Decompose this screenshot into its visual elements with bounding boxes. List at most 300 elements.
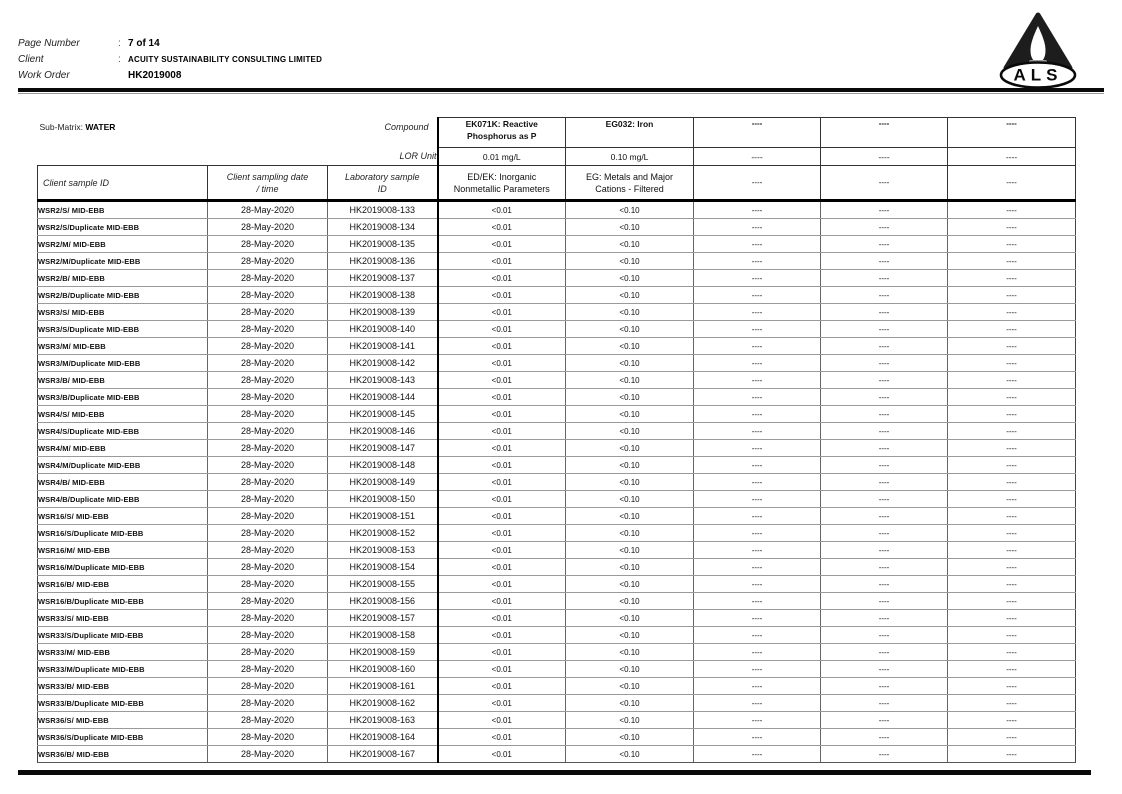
client-value: ACUITY SUSTAINABILITY CONSULTING LIMITED: [128, 55, 323, 64]
result-value: ----: [694, 389, 821, 406]
footer-rule: [18, 770, 1091, 775]
result-value: ----: [694, 270, 821, 287]
result-value: ----: [821, 423, 948, 440]
result-value: <0.10: [566, 508, 694, 525]
result-value: <0.01: [438, 236, 566, 253]
result-value: ----: [694, 695, 821, 712]
result-value: ----: [821, 201, 948, 219]
result-value: <0.10: [566, 644, 694, 661]
result-value: <0.10: [566, 236, 694, 253]
table-row: [38, 542, 1076, 559]
lab-sample-id: HK2019008-140: [328, 321, 438, 338]
table-row: [38, 287, 1076, 304]
lab-sample-id: HK2019008-145: [328, 406, 438, 423]
result-value: <0.01: [438, 253, 566, 270]
table-row: [38, 219, 1076, 236]
lab-sample-id: HK2019008-160: [328, 661, 438, 678]
result-value: <0.01: [438, 355, 566, 372]
result-value: ----: [821, 678, 948, 695]
result-value: <0.10: [566, 423, 694, 440]
client-sample-id: WSR3/M/Duplicate MID-EBB: [38, 355, 208, 372]
sampling-date: 28-May-2020: [208, 525, 328, 542]
result-value: ----: [948, 746, 1076, 763]
result-value: ----: [948, 219, 1076, 236]
table-row: [38, 457, 1076, 474]
sampling-date: 28-May-2020: [208, 542, 328, 559]
lab-sample-id: HK2019008-135: [328, 236, 438, 253]
result-value: ----: [821, 372, 948, 389]
lab-sample-id: HK2019008-154: [328, 559, 438, 576]
lab-sample-id: HK2019008-141: [328, 338, 438, 355]
result-value: ----: [821, 338, 948, 355]
sampling-date: 28-May-2020: [208, 729, 328, 746]
table-row: [38, 253, 1076, 270]
compound-label: Compound: [384, 121, 429, 132]
header-rule: [18, 88, 1104, 92]
analyte-header-blank-2: ----: [821, 118, 948, 148]
table-row: [38, 576, 1076, 593]
client-sample-id: WSR3/S/Duplicate MID-EBB: [38, 321, 208, 338]
result-value: <0.10: [566, 542, 694, 559]
result-value: ----: [948, 457, 1076, 474]
lab-sample-id: HK2019008-159: [328, 644, 438, 661]
sampling-date: 28-May-2020: [208, 304, 328, 321]
result-value: ----: [694, 508, 821, 525]
page-number-label: Page Number: [18, 38, 80, 49]
client-sample-id: WSR4/M/ MID-EBB: [38, 440, 208, 457]
result-value: ----: [948, 525, 1076, 542]
result-value: <0.01: [438, 525, 566, 542]
result-value: ----: [948, 627, 1076, 644]
result-value: ----: [821, 236, 948, 253]
table-row: [38, 474, 1076, 491]
table-row: [38, 525, 1076, 542]
result-value: <0.01: [438, 610, 566, 627]
result-value: <0.10: [566, 729, 694, 746]
lor-phosphorus: 0.01 mg/L: [438, 148, 566, 166]
result-value: <0.01: [438, 321, 566, 338]
table-row: [38, 491, 1076, 508]
lor-unit-label: LOR Unit: [399, 151, 437, 162]
result-value: ----: [948, 542, 1076, 559]
result-value: ----: [694, 321, 821, 338]
lab-sample-id: HK2019008-133: [328, 201, 438, 219]
sampling-date: 28-May-2020: [208, 610, 328, 627]
table-row: [38, 644, 1076, 661]
result-value: <0.10: [566, 695, 694, 712]
result-value: <0.10: [566, 304, 694, 321]
table-row: [38, 712, 1076, 729]
result-value: <0.01: [438, 372, 566, 389]
result-value: ----: [948, 304, 1076, 321]
result-value: ----: [948, 593, 1076, 610]
lab-sample-id: HK2019008-136: [328, 253, 438, 270]
table-row: [38, 321, 1076, 338]
lab-sample-id: HK2019008-156: [328, 593, 438, 610]
result-value: <0.10: [566, 559, 694, 576]
table-row: [38, 746, 1076, 763]
result-value: <0.10: [566, 610, 694, 627]
col-header-sampling-date: Client sampling date / time: [208, 166, 328, 201]
result-value: ----: [694, 576, 821, 593]
client-sample-id: WSR4/B/Duplicate MID-EBB: [38, 491, 208, 508]
result-value: ----: [694, 219, 821, 236]
result-value: <0.01: [438, 644, 566, 661]
result-value: ----: [948, 474, 1076, 491]
result-value: ----: [694, 304, 821, 321]
result-value: ----: [821, 440, 948, 457]
document-header: [18, 38, 322, 86]
client-sample-id: WSR16/M/Duplicate MID-EBB: [38, 559, 208, 576]
result-value: <0.01: [438, 695, 566, 712]
result-value: <0.01: [438, 440, 566, 457]
table-row: [38, 304, 1076, 321]
method-blank-2: ----: [821, 166, 948, 201]
colon: :: [118, 38, 121, 49]
sampling-date: 28-May-2020: [208, 457, 328, 474]
result-value: ----: [948, 678, 1076, 695]
result-value: ----: [821, 746, 948, 763]
table-row: [38, 678, 1076, 695]
sub-matrix: [40, 122, 116, 132]
result-value: <0.01: [438, 406, 566, 423]
client-sample-id: WSR36/S/ MID-EBB: [38, 712, 208, 729]
result-value: ----: [948, 508, 1076, 525]
sampling-date: 28-May-2020: [208, 593, 328, 610]
result-value: <0.01: [438, 270, 566, 287]
result-value: <0.10: [566, 678, 694, 695]
result-value: ----: [694, 253, 821, 270]
result-value: ----: [694, 491, 821, 508]
lor-blank-2: ----: [821, 148, 948, 166]
result-value: ----: [821, 457, 948, 474]
result-value: <0.10: [566, 287, 694, 304]
result-value: ----: [821, 389, 948, 406]
client-sample-id: WSR33/B/Duplicate MID-EBB: [38, 695, 208, 712]
lab-sample-id: HK2019008-152: [328, 525, 438, 542]
colon: :: [118, 54, 121, 65]
result-value: <0.01: [438, 542, 566, 559]
result-value: ----: [821, 542, 948, 559]
logo-text: ALS: [1013, 65, 1063, 85]
result-value: <0.01: [438, 661, 566, 678]
lab-sample-id: HK2019008-164: [328, 729, 438, 746]
sampling-date: 28-May-2020: [208, 746, 328, 763]
result-value: ----: [948, 201, 1076, 219]
result-value: <0.01: [438, 287, 566, 304]
lor-iron: 0.10 mg/L: [566, 148, 694, 166]
table-row: [38, 201, 1076, 219]
result-value: ----: [694, 542, 821, 559]
lor-unit-row: [38, 148, 1076, 166]
result-value: ----: [694, 474, 821, 491]
column-header-row: [38, 166, 1076, 201]
table-row: [38, 610, 1076, 627]
result-value: <0.10: [566, 372, 694, 389]
lab-sample-id: HK2019008-144: [328, 389, 438, 406]
result-value: ----: [948, 729, 1076, 746]
result-value: ----: [694, 661, 821, 678]
results-table: [37, 117, 1076, 763]
sampling-date: 28-May-2020: [208, 678, 328, 695]
client-sample-id: WSR2/M/ MID-EBB: [38, 236, 208, 253]
als-logo: [996, 10, 1080, 88]
result-value: <0.01: [438, 559, 566, 576]
client-label: Client: [18, 54, 44, 65]
result-value: ----: [948, 661, 1076, 678]
client-sample-id: WSR4/S/Duplicate MID-EBB: [38, 423, 208, 440]
lab-sample-id: HK2019008-147: [328, 440, 438, 457]
result-value: ----: [821, 712, 948, 729]
work-order-row: [18, 70, 322, 86]
result-value: ----: [694, 644, 821, 661]
result-value: ----: [948, 355, 1076, 372]
result-value: <0.10: [566, 406, 694, 423]
method-blank-3: ----: [948, 166, 1076, 201]
client-sample-id: WSR2/S/Duplicate MID-EBB: [38, 219, 208, 236]
table-row: [38, 627, 1076, 644]
result-value: <0.01: [438, 338, 566, 355]
sub-matrix-value: WATER: [85, 121, 116, 132]
table-row: [38, 559, 1076, 576]
sampling-date: 28-May-2020: [208, 219, 328, 236]
result-value: ----: [948, 389, 1076, 406]
result-value: <0.01: [438, 508, 566, 525]
result-value: <0.10: [566, 746, 694, 763]
table-row: [38, 729, 1076, 746]
lab-sample-id: HK2019008-143: [328, 372, 438, 389]
result-value: ----: [948, 338, 1076, 355]
lab-sample-id: HK2019008-137: [328, 270, 438, 287]
result-value: ----: [948, 406, 1076, 423]
result-value: <0.01: [438, 219, 566, 236]
lab-sample-id: HK2019008-153: [328, 542, 438, 559]
result-value: <0.01: [438, 746, 566, 763]
lab-sample-id: HK2019008-157: [328, 610, 438, 627]
table-row: [38, 695, 1076, 712]
result-value: <0.01: [438, 593, 566, 610]
result-value: <0.10: [566, 525, 694, 542]
als-logo-graphic: [996, 10, 1080, 88]
result-value: <0.01: [438, 627, 566, 644]
table-row: [38, 338, 1076, 355]
table-row: [38, 440, 1076, 457]
result-value: <0.10: [566, 576, 694, 593]
result-value: <0.01: [438, 576, 566, 593]
table-row: [38, 270, 1076, 287]
result-value: ----: [821, 508, 948, 525]
client-sample-id: WSR16/M/ MID-EBB: [38, 542, 208, 559]
page-number-value: 7 of 14: [128, 38, 160, 49]
result-value: <0.10: [566, 712, 694, 729]
result-value: <0.10: [566, 474, 694, 491]
client-sample-id: WSR33/M/ MID-EBB: [38, 644, 208, 661]
sampling-date: 28-May-2020: [208, 474, 328, 491]
sampling-date: 28-May-2020: [208, 627, 328, 644]
page-number-row: [18, 38, 322, 54]
client-sample-id: WSR4/B/ MID-EBB: [38, 474, 208, 491]
result-value: ----: [948, 287, 1076, 304]
result-value: <0.10: [566, 389, 694, 406]
table-row: [38, 355, 1076, 372]
result-value: <0.10: [566, 627, 694, 644]
table-row: [38, 423, 1076, 440]
result-value: <0.01: [438, 474, 566, 491]
result-value: ----: [948, 712, 1076, 729]
client-sample-id: WSR2/M/Duplicate MID-EBB: [38, 253, 208, 270]
result-value: ----: [694, 746, 821, 763]
result-value: ----: [694, 525, 821, 542]
client-sample-id: WSR3/B/ MID-EBB: [38, 372, 208, 389]
analyte-header-blank-3: ----: [948, 118, 1076, 148]
sampling-date: 28-May-2020: [208, 355, 328, 372]
lab-sample-id: HK2019008-155: [328, 576, 438, 593]
result-value: <0.01: [438, 729, 566, 746]
result-value: ----: [821, 644, 948, 661]
result-value: ----: [821, 355, 948, 372]
result-value: ----: [948, 270, 1076, 287]
sampling-date: 28-May-2020: [208, 508, 328, 525]
sampling-date: 28-May-2020: [208, 695, 328, 712]
lab-sample-id: HK2019008-148: [328, 457, 438, 474]
result-value: <0.10: [566, 201, 694, 219]
result-value: ----: [821, 270, 948, 287]
result-value: ----: [694, 440, 821, 457]
result-value: ----: [821, 729, 948, 746]
lab-sample-id: HK2019008-149: [328, 474, 438, 491]
lab-sample-id: HK2019008-139: [328, 304, 438, 321]
result-value: ----: [948, 253, 1076, 270]
result-value: ----: [694, 236, 821, 253]
sampling-date: 28-May-2020: [208, 491, 328, 508]
result-value: ----: [821, 406, 948, 423]
result-value: ----: [821, 304, 948, 321]
result-value: ----: [821, 474, 948, 491]
result-value: ----: [948, 491, 1076, 508]
method-iron: EG: Metals and Major Cations - Filtered: [566, 166, 694, 201]
result-value: ----: [821, 253, 948, 270]
table-row: [38, 661, 1076, 678]
sampling-date: 28-May-2020: [208, 559, 328, 576]
result-value: ----: [821, 661, 948, 678]
client-sample-id: WSR3/B/Duplicate MID-EBB: [38, 389, 208, 406]
result-value: ----: [821, 695, 948, 712]
sampling-date: 28-May-2020: [208, 576, 328, 593]
result-value: <0.01: [438, 678, 566, 695]
client-row: [18, 54, 322, 70]
result-value: ----: [821, 610, 948, 627]
result-value: ----: [694, 355, 821, 372]
result-value: <0.01: [438, 423, 566, 440]
result-value: ----: [948, 695, 1076, 712]
result-value: ----: [948, 372, 1076, 389]
lab-sample-id: HK2019008-161: [328, 678, 438, 695]
lab-sample-id: HK2019008-150: [328, 491, 438, 508]
sampling-date: 28-May-2020: [208, 338, 328, 355]
result-value: <0.01: [438, 304, 566, 321]
table-row: [38, 406, 1076, 423]
lab-sample-id: HK2019008-167: [328, 746, 438, 763]
sampling-date: 28-May-2020: [208, 321, 328, 338]
result-value: ----: [694, 201, 821, 219]
result-value: ----: [821, 593, 948, 610]
lab-sample-id: HK2019008-162: [328, 695, 438, 712]
lab-sample-id: HK2019008-146: [328, 423, 438, 440]
result-value: ----: [948, 576, 1076, 593]
result-value: <0.01: [438, 712, 566, 729]
lor-blank-3: ----: [948, 148, 1076, 166]
table-row: [38, 236, 1076, 253]
sampling-date: 28-May-2020: [208, 270, 328, 287]
sampling-date: 28-May-2020: [208, 389, 328, 406]
method-phosphorus: ED/EK: Inorganic Nonmetallic Parameters: [438, 166, 566, 201]
sampling-date: 28-May-2020: [208, 253, 328, 270]
result-value: ----: [948, 610, 1076, 627]
analyte-header-phosphorus: EK071K: Reactive Phosphorus as P: [438, 118, 566, 148]
result-value: ----: [694, 423, 821, 440]
sampling-date: 28-May-2020: [208, 372, 328, 389]
lab-sample-id: HK2019008-134: [328, 219, 438, 236]
result-value: ----: [948, 423, 1076, 440]
client-sample-id: WSR3/S/ MID-EBB: [38, 304, 208, 321]
result-value: ----: [694, 287, 821, 304]
table-row: [38, 508, 1076, 525]
result-value: <0.01: [438, 201, 566, 219]
result-value: ----: [821, 559, 948, 576]
client-sample-id: WSR4/M/Duplicate MID-EBB: [38, 457, 208, 474]
client-sample-id: WSR4/S/ MID-EBB: [38, 406, 208, 423]
work-order-value: HK2019008: [128, 70, 182, 81]
table-row: [38, 389, 1076, 406]
result-value: ----: [948, 236, 1076, 253]
submatrix-compound-cell: [38, 118, 438, 148]
client-sample-id: WSR16/S/Duplicate MID-EBB: [38, 525, 208, 542]
result-value: ----: [821, 219, 948, 236]
lor-blank-1: ----: [694, 148, 821, 166]
result-value: <0.10: [566, 491, 694, 508]
lab-sample-id: HK2019008-158: [328, 627, 438, 644]
sub-matrix-label: Sub-Matrix:: [39, 121, 83, 132]
result-value: ----: [694, 678, 821, 695]
table-row: [38, 593, 1076, 610]
result-value: <0.01: [438, 491, 566, 508]
client-sample-id: WSR33/S/ MID-EBB: [38, 610, 208, 627]
result-value: ----: [948, 559, 1076, 576]
lab-sample-id: HK2019008-142: [328, 355, 438, 372]
result-value: <0.01: [438, 389, 566, 406]
result-value: <0.10: [566, 457, 694, 474]
client-sample-id: WSR16/B/ MID-EBB: [38, 576, 208, 593]
method-blank-1: ----: [694, 166, 821, 201]
result-value: <0.10: [566, 253, 694, 270]
lab-sample-id: HK2019008-138: [328, 287, 438, 304]
sampling-date: 28-May-2020: [208, 440, 328, 457]
result-value: <0.10: [566, 593, 694, 610]
lab-sample-id: HK2019008-151: [328, 508, 438, 525]
results-table-wrap: [37, 117, 1075, 763]
result-value: ----: [694, 406, 821, 423]
client-sample-id: WSR2/B/ MID-EBB: [38, 270, 208, 287]
lab-sample-id: HK2019008-163: [328, 712, 438, 729]
client-sample-id: WSR33/S/Duplicate MID-EBB: [38, 627, 208, 644]
sampling-date: 28-May-2020: [208, 287, 328, 304]
client-sample-id: WSR33/B/ MID-EBB: [38, 678, 208, 695]
sampling-date: 28-May-2020: [208, 201, 328, 219]
results-tbody: [38, 201, 1076, 763]
result-value: ----: [694, 610, 821, 627]
result-value: ----: [821, 627, 948, 644]
result-value: ----: [948, 321, 1076, 338]
